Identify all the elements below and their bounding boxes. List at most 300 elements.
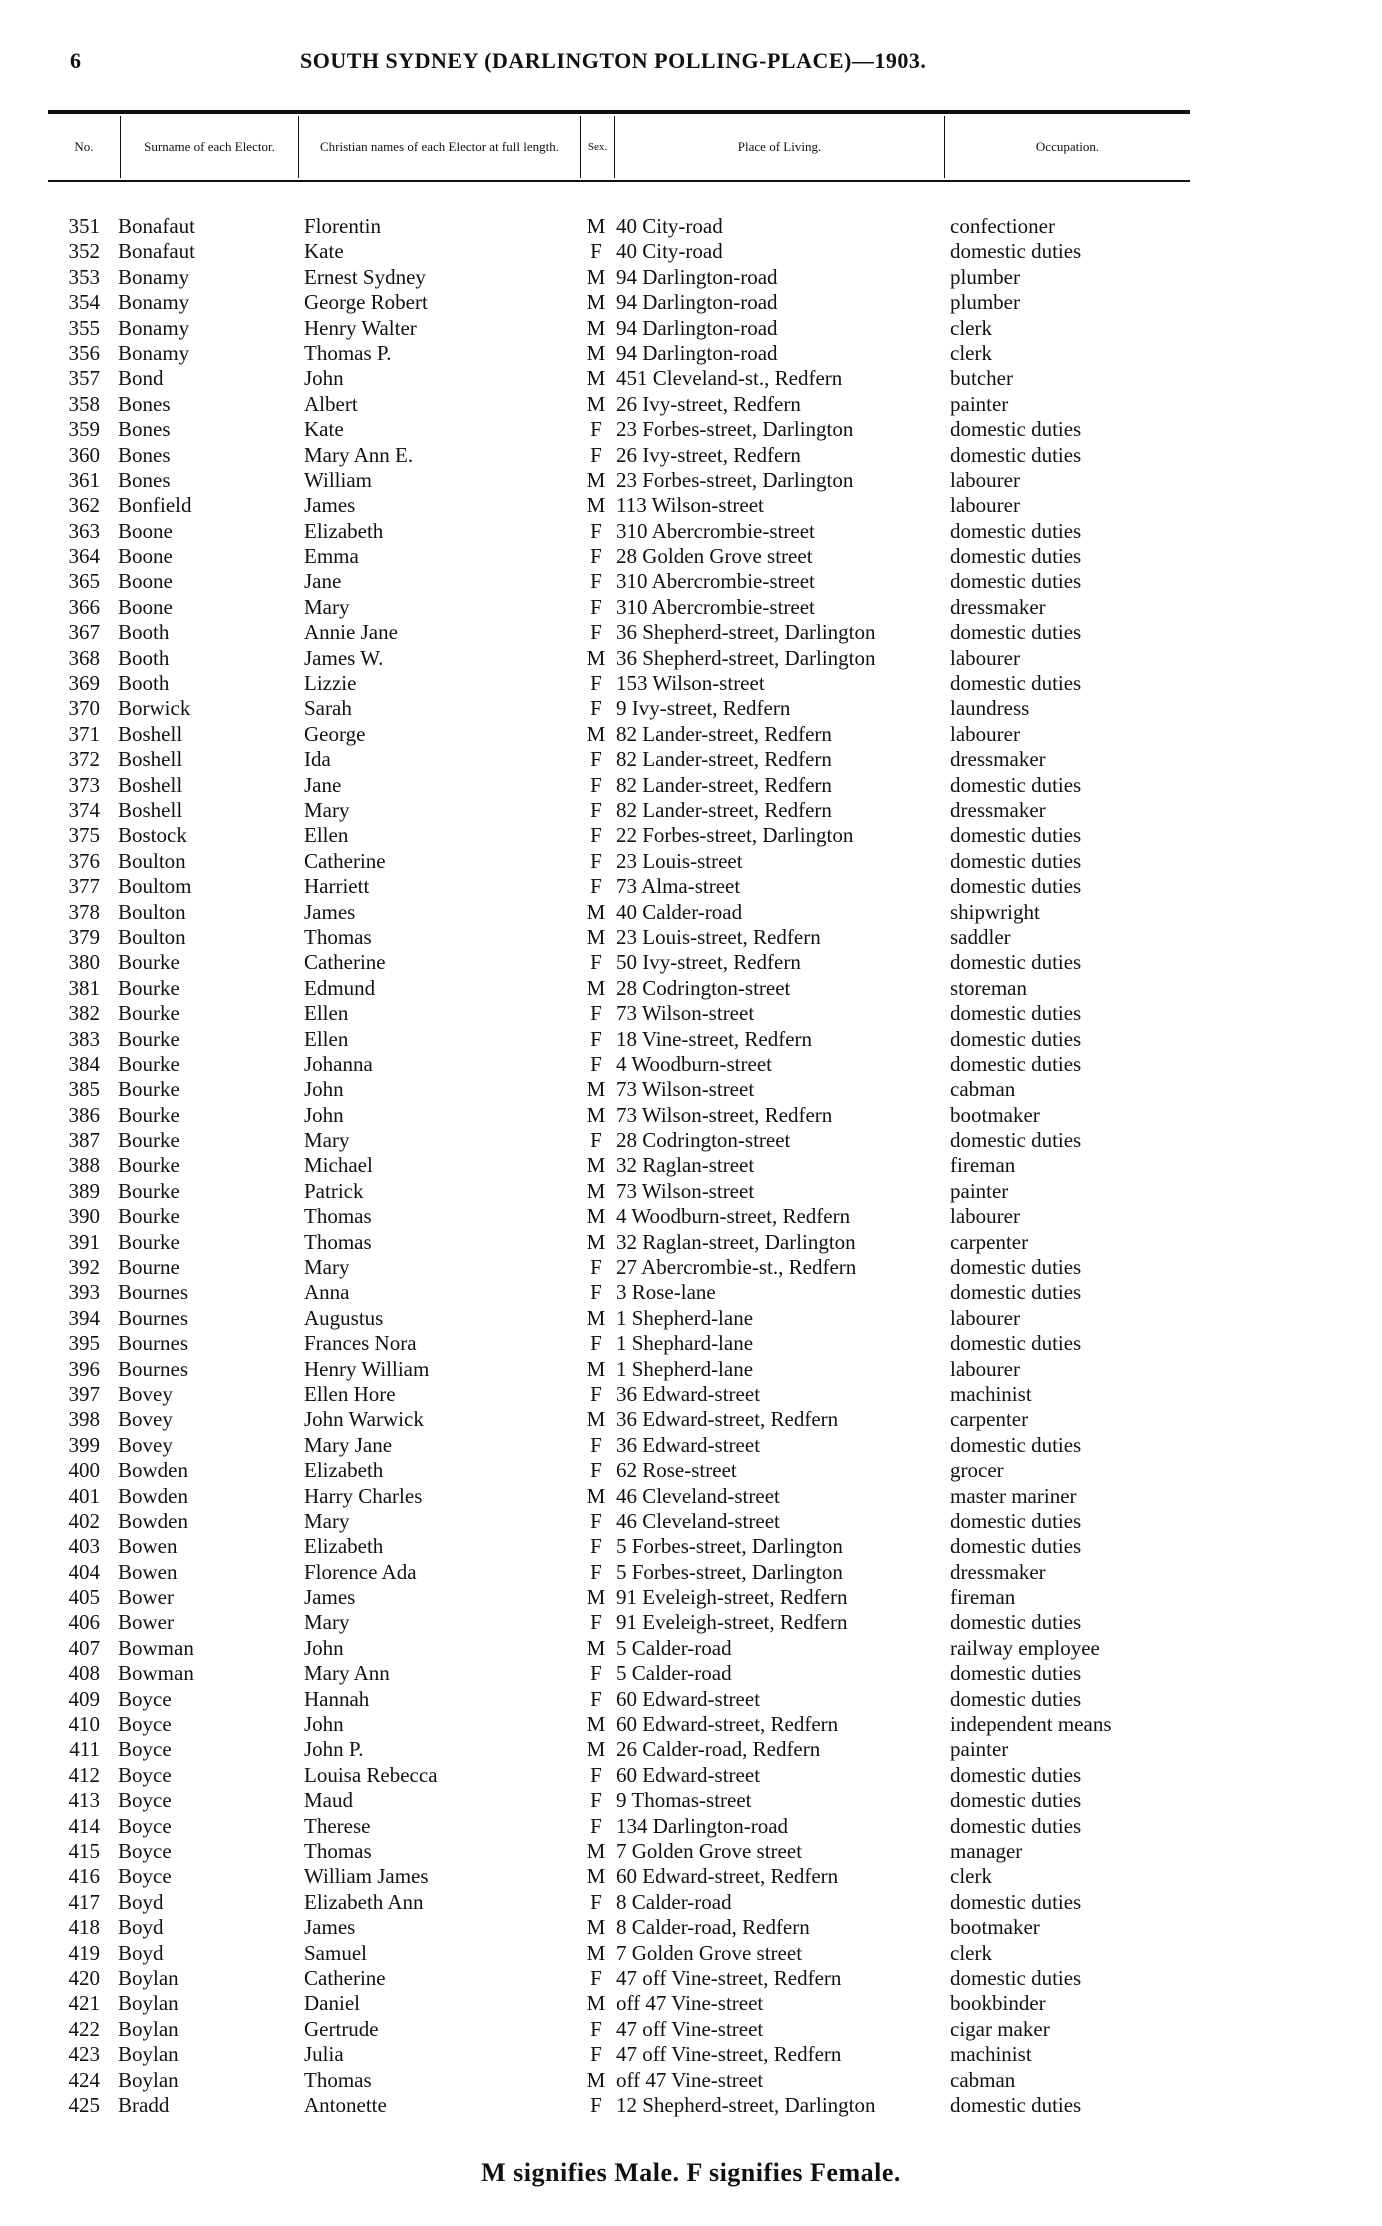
elector-number: 383 (68, 1026, 100, 1051)
elector-place-of-living: 73 Wilson-street (616, 1001, 755, 1026)
elector-sex: M (586, 1153, 606, 1178)
elector-surname: Bournes (118, 1356, 188, 1381)
table-row (0, 1128, 1382, 1153)
elector-place-of-living: 62 Rose-street (616, 1458, 737, 1483)
elector-place-of-living: 82 Lander-street, Redfern (616, 772, 832, 797)
table-row (0, 773, 1382, 798)
elector-number: 386 (68, 1102, 100, 1127)
elector-surname: Bowman (118, 1635, 194, 1660)
elector-surname: Bradd (118, 2092, 170, 2117)
elector-surname: Boyce (118, 1762, 172, 1787)
elector-number: 362 (68, 493, 100, 518)
table-row (0, 1306, 1382, 1331)
elector-surname: Boulton (118, 848, 186, 873)
elector-place-of-living: 1 Shephard-lane (616, 1331, 754, 1356)
elector-sex: F (590, 1762, 602, 1787)
elector-occupation: clerk (950, 315, 992, 340)
elector-place-of-living: 4 Woodburn-street, Redfern (616, 1204, 851, 1229)
elector-place-of-living: 12 Shepherd-street, Darlington (616, 2092, 876, 2117)
elector-number: 382 (68, 1001, 100, 1026)
elector-sex: M (586, 1102, 606, 1127)
table-row (0, 1610, 1382, 1635)
elector-sex: M (586, 1077, 606, 1102)
elector-number: 354 (68, 290, 100, 315)
elector-place-of-living: 8 Calder-road (616, 1889, 732, 1914)
elector-number: 402 (68, 1508, 100, 1533)
elector-place-of-living: 28 Golden Grove street (616, 544, 813, 569)
elector-surname: Boshell (118, 797, 183, 822)
table-row (0, 925, 1382, 950)
elector-surname: Boultom (118, 874, 192, 899)
table-row (0, 874, 1382, 899)
elector-place-of-living: 310 Abercrombie-street (616, 594, 815, 619)
elector-christian-names: Thomas P. (304, 340, 392, 365)
elector-christian-names: Johanna (304, 1051, 373, 1076)
elector-surname: Bonamy (118, 264, 190, 289)
elector-number: 425 (68, 2092, 100, 2117)
elector-sex: M (586, 1915, 606, 1940)
table-row (0, 443, 1382, 468)
table-row (0, 2093, 1382, 2118)
elector-christian-names: Annie Jane (304, 620, 398, 645)
elector-number: 403 (68, 1534, 100, 1559)
elector-surname: Bowden (118, 1508, 188, 1533)
elector-occupation: domestic duties (950, 1534, 1082, 1559)
elector-surname: Bourke (118, 950, 180, 975)
elector-surname: Boyd (118, 1940, 164, 1965)
elector-surname: Bourke (118, 975, 180, 1000)
elector-number: 366 (68, 594, 100, 619)
elector-number: 380 (68, 950, 100, 975)
elector-sex: M (586, 1204, 606, 1229)
elector-number: 369 (68, 671, 100, 696)
header-no: No. (74, 139, 94, 154)
elector-surname: Boylan (118, 2042, 179, 2067)
elector-christian-names: Catherine (304, 848, 386, 873)
elector-christian-names: Frances Nora (304, 1331, 417, 1356)
elector-occupation: butcher (950, 366, 1013, 391)
table-row (0, 265, 1382, 290)
elector-sex: F (590, 874, 602, 899)
elector-sex: F (590, 797, 602, 822)
elector-sex: F (590, 1432, 602, 1457)
elector-surname: Bower (118, 1585, 174, 1610)
elector-sex: M (586, 975, 606, 1000)
elector-occupation: independent means (950, 1712, 1112, 1737)
elector-sex: M (586, 899, 606, 924)
elector-place-of-living: 47 off Vine-street, Redfern (616, 1965, 842, 1990)
elector-occupation: cabman (950, 1077, 1016, 1102)
elector-christian-names: Julia (304, 2042, 344, 2067)
elector-number: 421 (68, 1991, 100, 2016)
elector-place-of-living: 451 Cleveland-st., Redfern (616, 366, 843, 391)
elector-place-of-living: 310 Abercrombie-street (616, 518, 815, 543)
elector-christian-names: Kate (304, 239, 344, 264)
table-row (0, 1179, 1382, 1204)
elector-sex: F (590, 1965, 602, 1990)
elector-surname: Boshell (118, 747, 183, 772)
elector-place-of-living: 26 Ivy-street, Redfern (616, 442, 801, 467)
elector-occupation: domestic duties (950, 1813, 1082, 1838)
elector-number: 392 (68, 1255, 100, 1280)
elector-christian-names: Mary (304, 594, 350, 619)
elector-christian-names: Elizabeth (304, 1534, 384, 1559)
elector-christian-names: Harry Charles (304, 1483, 423, 1508)
elector-sex: F (590, 620, 602, 645)
elector-occupation: manager (950, 1839, 1023, 1863)
table-row (0, 849, 1382, 874)
elector-sex: M (586, 1737, 606, 1762)
elector-occupation: carpenter (950, 1407, 1029, 1432)
elector-number: 360 (68, 442, 100, 467)
elector-occupation: plumber (950, 290, 1020, 315)
elector-christian-names: Mary (304, 1610, 350, 1635)
elector-number: 396 (68, 1356, 100, 1381)
elector-christian-names: George Robert (304, 290, 428, 315)
elector-occupation: domestic duties (950, 1762, 1082, 1787)
elector-christian-names: William (304, 467, 372, 492)
elector-surname: Boshell (118, 721, 183, 746)
elector-christian-names: John (304, 1077, 344, 1102)
table-row (0, 1687, 1382, 1712)
elector-christian-names: Hannah (304, 1686, 370, 1711)
elector-sex: F (590, 848, 602, 873)
table-row (0, 1737, 1382, 1762)
elector-christian-names: Thomas (304, 2067, 372, 2092)
elector-christian-names: Antonette (304, 2092, 387, 2117)
table-row (0, 1534, 1382, 1559)
elector-surname: Boone (118, 569, 173, 594)
elector-occupation: plumber (950, 264, 1020, 289)
elector-occupation: labourer (950, 1204, 1020, 1229)
elector-surname: Boyce (118, 1788, 172, 1813)
header-christian-names: Christian names of each Elector at full length. (298, 116, 580, 178)
table-row (0, 646, 1382, 671)
elector-place-of-living: 32 Raglan-street (616, 1153, 755, 1178)
elector-surname: Bostock (118, 823, 187, 848)
elector-place-of-living: 60 Edward-street (616, 1762, 761, 1787)
elector-surname: Boyce (118, 1737, 172, 1762)
table-row (0, 1839, 1382, 1864)
table-row (0, 798, 1382, 823)
elector-christian-names: Florence Ada (304, 1559, 417, 1584)
table-row (0, 1357, 1382, 1382)
elector-surname: Boyd (118, 1889, 164, 1914)
table-row (0, 1864, 1382, 1889)
elector-place-of-living: 4 Woodburn-street (616, 1051, 772, 1076)
elector-place-of-living: 5 Forbes-street, Darlington (616, 1534, 843, 1559)
elector-number: 395 (68, 1331, 100, 1356)
table-row (0, 976, 1382, 1001)
elector-place-of-living: 9 Ivy-street, Redfern (616, 696, 791, 721)
elector-surname: Bourke (118, 1178, 180, 1203)
elector-christian-names: James (304, 899, 356, 924)
elector-occupation: bookbinder (950, 1991, 1046, 2016)
table-row (0, 519, 1382, 544)
elector-surname: Boylan (118, 1991, 179, 2016)
elector-number: 363 (68, 518, 100, 543)
elector-christian-names: James W. (304, 645, 384, 670)
elector-surname: Borwick (118, 696, 191, 721)
elector-place-of-living: 94 Darlington-road (616, 315, 778, 340)
elector-place-of-living: 94 Darlington-road (616, 340, 778, 365)
table-row (0, 417, 1382, 442)
elector-occupation: bootmaker (950, 1102, 1040, 1127)
elector-number: 361 (68, 467, 100, 492)
table-row (0, 1433, 1382, 1458)
elector-occupation: machinist (950, 1381, 1032, 1406)
elector-surname: Bonamy (118, 290, 190, 315)
elector-number: 378 (68, 899, 100, 924)
elector-number: 418 (68, 1915, 100, 1940)
elector-place-of-living: 113 Wilson-street (616, 493, 764, 518)
elector-occupation: painter (950, 1737, 1009, 1762)
elector-number: 419 (68, 1940, 100, 1965)
table-row (0, 1204, 1382, 1229)
elector-place-of-living: 22 Forbes-street, Darlington (616, 823, 854, 848)
table-row (0, 696, 1382, 721)
elector-christian-names: Mary (304, 1508, 350, 1533)
elector-occupation: storeman (950, 975, 1027, 1000)
elector-place-of-living: 26 Ivy-street, Redfern (616, 391, 801, 416)
elector-place-of-living: 23 Louis-street, Redfern (616, 924, 821, 949)
table-row (0, 950, 1382, 975)
elector-place-of-living: 36 Edward-street, Redfern (616, 1407, 839, 1432)
elector-place-of-living: 46 Cleveland-street (616, 1483, 780, 1508)
elector-place-of-living: 82 Lander-street, Redfern (616, 797, 832, 822)
elector-christian-names: Anna (304, 1280, 350, 1305)
elector-sex: M (586, 391, 606, 416)
elector-place-of-living: 153 Wilson-street (616, 671, 765, 696)
elector-place-of-living: 5 Calder-road (616, 1661, 732, 1686)
elector-sex: M (586, 1178, 606, 1203)
elector-number: 420 (68, 1965, 100, 1990)
elector-christian-names: Michael (304, 1153, 373, 1178)
elector-surname: Boyce (118, 1712, 172, 1737)
table-row (0, 1153, 1382, 1178)
elector-surname: Boylan (118, 2067, 179, 2092)
table-row (0, 2068, 1382, 2093)
elector-christian-names: Thomas (304, 1839, 372, 1863)
elector-occupation: domestic duties (950, 1026, 1082, 1051)
elector-occupation: domestic duties (950, 772, 1082, 797)
table-row (0, 1509, 1382, 1534)
elector-sex: M (586, 924, 606, 949)
elector-sex: F (590, 1559, 602, 1584)
elector-number: 400 (68, 1458, 100, 1483)
elector-christian-names: John (304, 1102, 344, 1127)
elector-surname: Bournes (118, 1280, 188, 1305)
elector-number: 364 (68, 544, 100, 569)
elector-surname: Bonafaut (118, 239, 195, 264)
elector-number: 390 (68, 1204, 100, 1229)
elector-place-of-living: 5 Forbes-street, Darlington (616, 1559, 843, 1584)
elector-occupation: carpenter (950, 1229, 1029, 1254)
column-headers (48, 116, 1190, 178)
elector-sex: F (590, 1813, 602, 1838)
table-row (0, 1560, 1382, 1585)
elector-sex: M (586, 315, 606, 340)
table-row (0, 1661, 1382, 1686)
elector-christian-names: John (304, 366, 344, 391)
elector-number: 413 (68, 1788, 100, 1813)
elector-sex: M (586, 1864, 606, 1889)
elector-sex: M (586, 1991, 606, 2016)
elector-surname: Bones (118, 467, 171, 492)
elector-christian-names: James (304, 493, 356, 518)
elector-christian-names: John Warwick (304, 1407, 424, 1432)
elector-place-of-living: 23 Forbes-street, Darlington (616, 417, 854, 442)
elector-place-of-living: 73 Alma-street (616, 874, 741, 899)
elector-surname: Bower (118, 1610, 174, 1635)
elector-number: 374 (68, 797, 100, 822)
elector-place-of-living: 36 Edward-street (616, 1381, 761, 1406)
elector-place-of-living: 82 Lander-street, Redfern (616, 721, 832, 746)
header-occupation: Occupation. (944, 116, 1190, 178)
elector-place-of-living: off 47 Vine-street (616, 2067, 764, 2092)
elector-sex: M (586, 1229, 606, 1254)
elector-occupation: domestic duties (950, 1508, 1082, 1533)
elector-place-of-living: 60 Edward-street, Redfern (616, 1712, 839, 1737)
table-row (0, 1331, 1382, 1356)
elector-christian-names: Mary (304, 797, 350, 822)
table-row (0, 569, 1382, 594)
table-row (0, 1230, 1382, 1255)
table-row (0, 1941, 1382, 1966)
elector-surname: Boshell (118, 772, 183, 797)
elector-occupation: domestic duties (950, 1432, 1082, 1457)
elector-occupation: machinist (950, 2042, 1032, 2067)
elector-surname: Bourke (118, 1153, 180, 1178)
elector-occupation: labourer (950, 645, 1020, 670)
elector-occupation: domestic duties (950, 1610, 1082, 1635)
elector-number: 370 (68, 696, 100, 721)
elector-surname: Bones (118, 417, 171, 442)
elector-occupation: bootmaker (950, 1915, 1040, 1940)
elector-sex: M (586, 1585, 606, 1610)
elector-occupation: domestic duties (950, 2092, 1082, 2117)
elector-christian-names: Albert (304, 391, 358, 416)
elector-surname: Boylan (118, 2016, 179, 2041)
elector-christian-names: Mary Jane (304, 1432, 393, 1457)
elector-occupation: domestic duties (950, 1051, 1082, 1076)
elector-number: 358 (68, 391, 100, 416)
elector-sex: M (586, 1356, 606, 1381)
elector-place-of-living: 3 Rose-lane (616, 1280, 716, 1305)
table-row (0, 1077, 1382, 1102)
elector-surname: Boyce (118, 1839, 172, 1863)
elector-sex: M (586, 1712, 606, 1737)
elector-sex: F (590, 2016, 602, 2041)
elector-occupation: labourer (950, 493, 1020, 518)
elector-sex: F (590, 1508, 602, 1533)
elector-sex: F (590, 1001, 602, 1026)
elector-surname: Bourke (118, 1001, 180, 1026)
elector-occupation: domestic duties (950, 1661, 1082, 1686)
elector-surname: Bowen (118, 1534, 178, 1559)
elector-christian-names: James (304, 1585, 356, 1610)
elector-sex: F (590, 1280, 602, 1305)
elector-occupation: clerk (950, 1940, 992, 1965)
elector-place-of-living: 27 Abercrombie-st., Redfern (616, 1255, 857, 1280)
elector-place-of-living: 36 Shepherd-street, Darlington (616, 620, 876, 645)
table-row (0, 366, 1382, 391)
elector-occupation: domestic duties (950, 950, 1082, 975)
elector-place-of-living: off 47 Vine-street (616, 1991, 764, 2016)
elector-number: 397 (68, 1381, 100, 1406)
elector-occupation: cabman (950, 2067, 1016, 2092)
elector-occupation: domestic duties (950, 1686, 1082, 1711)
elector-occupation: dressmaker (950, 797, 1046, 822)
elector-sex: M (586, 493, 606, 518)
table-row (0, 214, 1382, 239)
table-row (0, 1712, 1382, 1737)
elector-number: 407 (68, 1635, 100, 1660)
elector-christian-names: Harriett (304, 874, 370, 899)
elector-number: 409 (68, 1686, 100, 1711)
elector-surname: Bonamy (118, 315, 190, 340)
table-row (0, 1001, 1382, 1026)
elector-sex: F (590, 823, 602, 848)
elector-occupation: domestic duties (950, 544, 1082, 569)
elector-place-of-living: 5 Calder-road (616, 1635, 732, 1660)
elector-number: 375 (68, 823, 100, 848)
elector-number: 356 (68, 340, 100, 365)
elector-surname: Bourke (118, 1102, 180, 1127)
elector-number: 410 (68, 1712, 100, 1737)
elector-surname: Boone (118, 594, 173, 619)
elector-occupation: domestic duties (950, 569, 1082, 594)
elector-occupation: railway employee (950, 1635, 1100, 1660)
elector-occupation: labourer (950, 1356, 1020, 1381)
elector-sex: M (586, 467, 606, 492)
table-row (0, 1966, 1382, 1991)
elector-christian-names: Mary Ann E. (304, 442, 414, 467)
elector-christian-names: Lizzie (304, 671, 357, 696)
table-row (0, 1814, 1382, 1839)
elector-surname: Bones (118, 442, 171, 467)
elector-occupation: labourer (950, 721, 1020, 746)
elector-place-of-living: 28 Codrington-street (616, 1128, 791, 1153)
page-title: SOUTH SYDNEY (DARLINGTON POLLING-PLACE)—1903. (300, 48, 927, 73)
elector-sex: M (586, 1483, 606, 1508)
elector-surname: Bonamy (118, 340, 190, 365)
elector-place-of-living: 8 Calder-road, Redfern (616, 1915, 810, 1940)
elector-christian-names: Florentin (304, 214, 381, 238)
elector-occupation: domestic duties (950, 518, 1082, 543)
elector-number: 353 (68, 264, 100, 289)
table-row (0, 1103, 1382, 1128)
elector-place-of-living: 23 Forbes-street, Darlington (616, 467, 854, 492)
elector-sex: F (590, 1458, 602, 1483)
elector-christian-names: Thomas (304, 924, 372, 949)
elector-christian-names: James (304, 1915, 356, 1940)
elector-sex: F (590, 569, 602, 594)
table-row (0, 1890, 1382, 1915)
elector-surname: Boyce (118, 1864, 172, 1889)
elector-surname: Bourke (118, 1051, 180, 1076)
elector-surname: Bovey (118, 1407, 173, 1432)
elector-christian-names: Mary (304, 1255, 350, 1280)
elector-number: 393 (68, 1280, 100, 1305)
elector-place-of-living: 91 Eveleigh-street, Redfern (616, 1610, 848, 1635)
elector-surname: Boone (118, 544, 173, 569)
elector-place-of-living: 26 Calder-road, Redfern (616, 1737, 821, 1762)
elector-sex: F (590, 696, 602, 721)
table-row (0, 1255, 1382, 1280)
elector-surname: Bourke (118, 1077, 180, 1102)
elector-number: 414 (68, 1813, 100, 1838)
